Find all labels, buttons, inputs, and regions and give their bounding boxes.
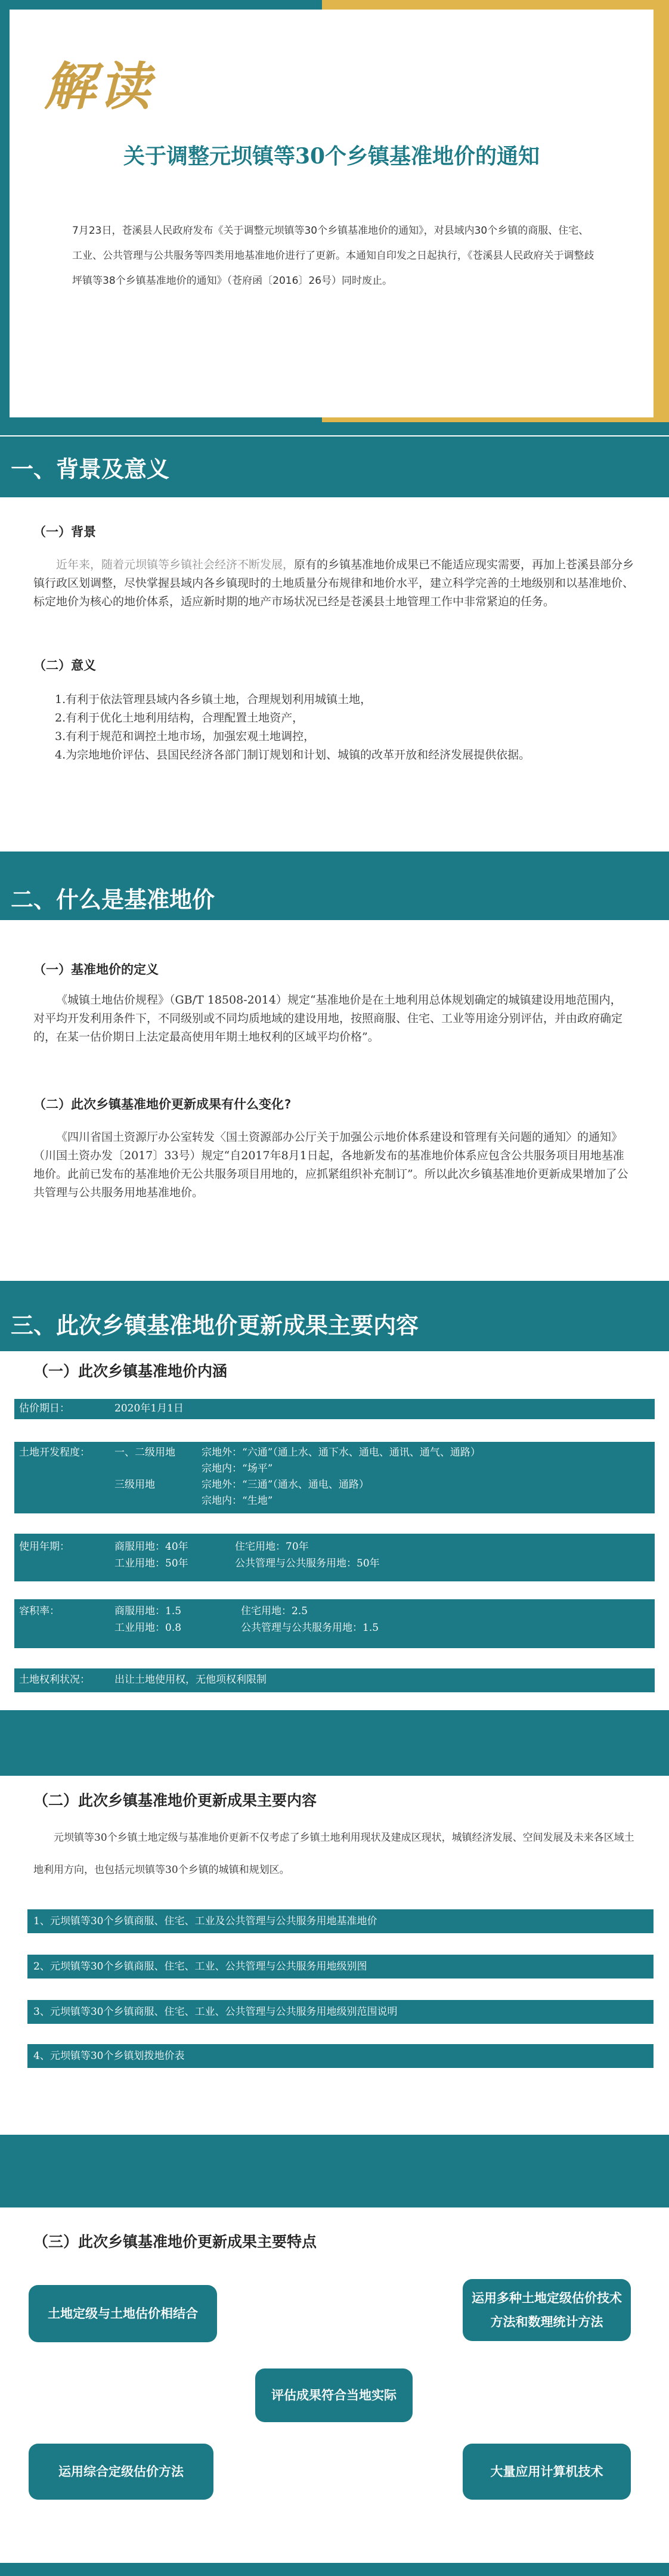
list-item: 2.有利于优化土地利用结构，合理配置土地资产， — [55, 711, 304, 724]
far-residential: 住宅用地：2.5 — [241, 1605, 308, 1617]
s3-content-text: 元坝镇等30个乡镇土地定级与基准地价更新不仅考虑了乡镇土地利用现状及建成区现状，城镇经济发展、空间发展及未来各区域土地利用方向，也包括元坝镇等30个乡镇的城镇和规划区。 — [33, 1832, 634, 1876]
section-2-header — [0, 852, 669, 920]
feature-card: 运用多种土地定级估价技术方法和数理统计方法 — [463, 2279, 631, 2341]
s1-significance-heading: （二）意义 — [33, 658, 96, 673]
s1-background-grey: 近年来，随着元坝镇等乡镇社会经济不断发展， — [56, 558, 295, 571]
row-label: 估价期日： — [19, 1402, 70, 1414]
s3-connotation-heading: （一）此次乡镇基准地价内涵 — [33, 1363, 228, 1380]
row-label: 土地开发程度： — [19, 1447, 90, 1459]
feature-card: 评估成果符合当地实际 — [255, 2368, 413, 2422]
row-use-term — [14, 1534, 655, 1581]
list-item: 2、元坝镇等30个乡镇商服、住宅、工业、公共管理与公共服务用地级别图 — [27, 1955, 653, 1979]
s3-content-heading: （二）此次乡镇基准地价更新成果主要内容 — [33, 1792, 317, 1809]
dev-grade-a-inside: 宗地内：“场平” — [202, 1463, 273, 1475]
section-1-header — [0, 436, 669, 497]
section-3-title: 三、此次乡镇基准地价更新成果主要内容 — [11, 1312, 419, 1339]
list-item: 3、元坝镇等30个乡镇商服、住宅、工业、公共管理与公共服务用地级别范围说明 — [27, 2000, 653, 2024]
row-development-degree — [14, 1442, 655, 1513]
section-divider — [0, 2135, 669, 2207]
term-commercial: 商服用地：40年 — [114, 1541, 188, 1553]
s3-features-heading: （三）此次乡镇基准地价更新成果主要特点 — [33, 2233, 317, 2250]
dev-grade-b-inside: 宗地内：“生地” — [202, 1495, 273, 1507]
far-industrial: 工业用地：0.8 — [114, 1622, 182, 1634]
term-industrial: 工业用地：50年 — [114, 1558, 188, 1569]
list-item: 1.有利于依法管理县域内各乡镇土地，合理规划利用城镇土地， — [55, 693, 372, 706]
term-residential: 住宅用地：70年 — [235, 1541, 309, 1553]
list-item: 3.有利于规范和调控土地市场，加强宏观土地调控， — [55, 730, 315, 743]
s2-definition-heading: （一）基准地价的定义 — [33, 962, 159, 977]
jiedu-logo: 解读 — [44, 57, 154, 117]
s1-background-heading: （一）背景 — [33, 525, 96, 539]
section-3-header — [0, 1281, 669, 1351]
row-label: 使用年期： — [19, 1541, 70, 1553]
row-valuation-date — [14, 1399, 655, 1419]
section-1-title: 一、背景及意义 — [11, 456, 170, 482]
dev-grade-b: 三级用地 — [114, 1479, 155, 1491]
dev-grade-a: 一、二级用地 — [114, 1447, 175, 1459]
feature-card: 土地定级与土地估价相结合 — [29, 2285, 217, 2342]
section-2-title: 二、什么是基准地价 — [11, 887, 215, 913]
s1-background-rest: 原有的乡镇基准地价成果已不能适应现实需要，再加上苍溪县部分乡镇行政区划调整，尽快掌握县域内各乡镇现时的土地质量分布规律和地价水平，建立科学完善的土地级别和以基准地价、标定地价为核心的地价体系，适应新时期的地产市场状况已经是苍溪县土地管理工作中非常紧迫的任务。 — [33, 558, 634, 608]
footer-bar — [0, 2563, 669, 2576]
list-item: 4.为宗地地价评估、县国民经济各部门制订规划和计划、城镇的改革开放和经济发展提供依据。 — [55, 748, 531, 761]
s1-background-text — [33, 556, 636, 611]
row-value: 2020年1月1日 — [114, 1402, 184, 1414]
row-label: 土地权利状况： — [19, 1674, 90, 1686]
feature-card: 运用综合定级估价方法 — [29, 2444, 213, 2500]
section-divider — [0, 1710, 669, 1776]
far-commercial: 商服用地：1.5 — [114, 1605, 182, 1617]
s2-definition-text: 《城镇土地估价规程》（GB/T 18508-2014）规定“基准地价是在土地利用总体规划确定的城镇建设用地范围内，对平均开发利用条件下，不同级别或不同均质地域的建设用地，按照商服、住宅、工业等用途分别评估，并由政府确定的，在某一估价期日上法定最高使用年期土地权利的区域平均价格”。 — [33, 993, 623, 1044]
dev-grade-b-outside: 宗地外：“三通”（通水、通电、通路） — [202, 1479, 369, 1491]
row-label: 容积率： — [19, 1605, 60, 1617]
far-public: 公共管理与公共服务用地：1.5 — [241, 1622, 379, 1634]
list-item: 1、元坝镇等30个乡镇商服、住宅、工业及公共管理与公共服务用地基准地价 — [27, 1909, 653, 1933]
hero-card — [10, 10, 653, 417]
row-value: 出让土地使用权，无他项权利限制 — [114, 1674, 267, 1686]
row-plot-ratio — [14, 1599, 655, 1648]
hero-intro: 7月23日，苍溪县人民政府发布《关于调整元坝镇等30个乡镇基准地价的通知》，对县域内30个乡镇的商服、住宅、工业、公共管理与公共服务等四类用地基准地价进行了更新。本通知自印发之日起执行，《苍溪县人民政府关于调整歧坪镇等38个乡镇基准地价的通知》（苍府函〔2016〕26号）同时废止。 — [72, 225, 594, 287]
term-public: 公共管理与公共服务用地：50年 — [235, 1558, 380, 1569]
s2-change-text: 《四川省国土资源厅办公室转发〈国土资源部办公厅关于加强公示地价体系建设和管理有关问题的通知〉的通知》（川国土资办发〔2017〕33号）规定“自2017年8月1日起，各地新发布的基准地价体系应包含公共服务项目用地基准地价。此前已发布的基准地价无公共服务项目用地的，应抓紧组织补充制订”。所以此次乡镇基准地价更新成果增加了公共管理与公共服务用地基准地价。 — [33, 1131, 628, 1199]
s1-significance-list — [55, 691, 657, 764]
dev-grade-a-outside: 宗地外：“六通”（通上水、通下水、通电、通讯、通气、通路） — [202, 1447, 481, 1459]
page-title: 关于调整元坝镇等30个乡镇基准地价的通知 — [123, 144, 540, 169]
feature-card: 大量应用计算机技术 — [463, 2444, 631, 2500]
list-item: 4、元坝镇等30个乡镇划拨地价表 — [27, 2044, 653, 2068]
s2-change-heading: （二）此次乡镇基准地价更新成果有什么变化? — [33, 1097, 292, 1111]
row-land-rights — [14, 1668, 655, 1692]
